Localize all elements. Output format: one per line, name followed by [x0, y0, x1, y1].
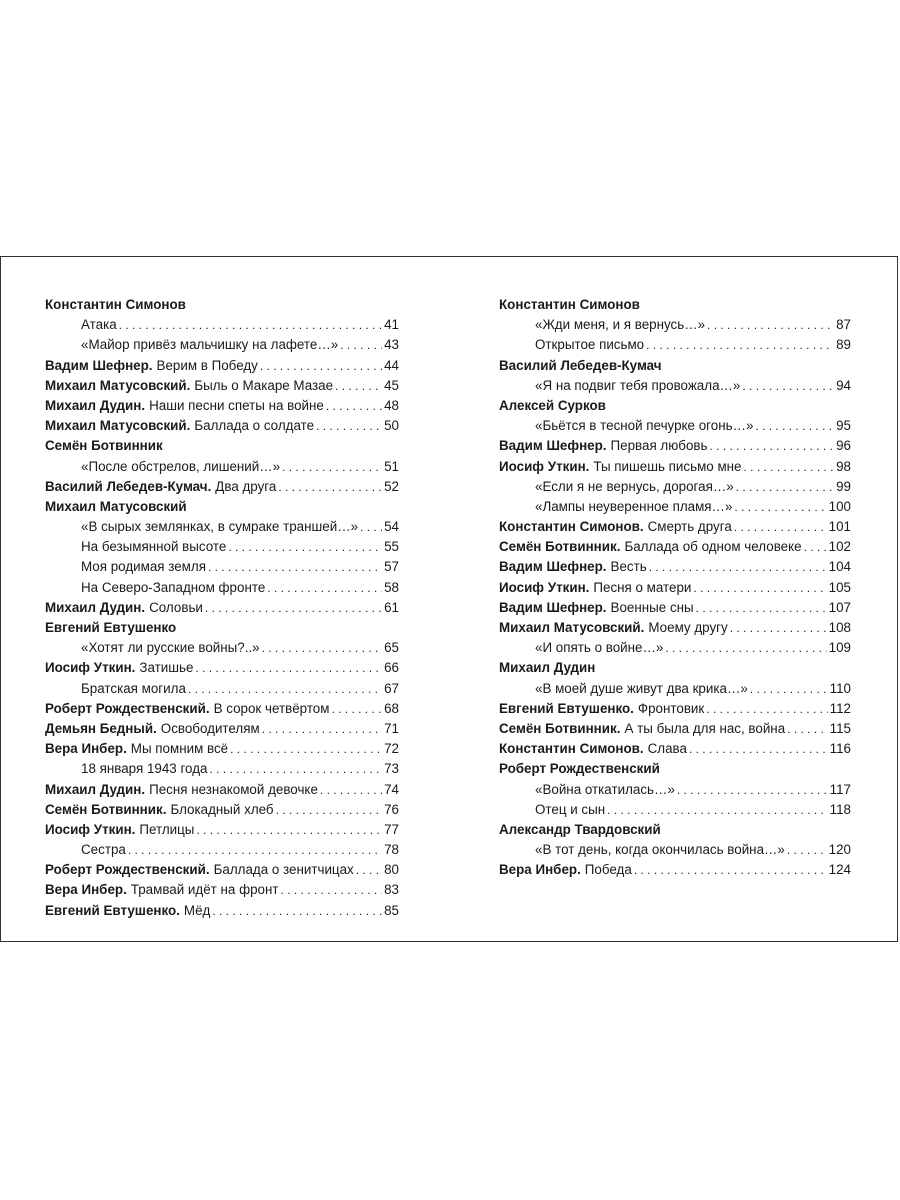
toc-entry-title: Слава [647, 741, 687, 757]
toc-leader-dots [734, 497, 826, 517]
toc-entry-page-number: 50 [384, 418, 399, 434]
toc-entry-title: Братская могила [81, 680, 186, 696]
toc-entry-title: Петлицы [139, 821, 195, 837]
toc-entry-author: Иосиф Уткин. [45, 660, 136, 676]
toc-leader-dots [696, 598, 827, 618]
toc-entry-author: Михаил Дудин. [45, 599, 146, 615]
book-spread [0, 256, 898, 942]
toc-entry-title: Смерть друга [647, 519, 732, 535]
toc-entry-title: Песня о матери [593, 579, 692, 595]
toc-entry-page-number: 52 [384, 478, 399, 494]
toc-entry-author: Константин Симонов. [499, 741, 644, 757]
toc-author-heading [499, 759, 851, 779]
toc-leader-dots [208, 557, 382, 577]
toc-author-heading [499, 356, 851, 376]
toc-entry-author: Михаил Матусовский. [45, 377, 191, 393]
toc-entry [499, 497, 851, 517]
toc-entry-author: Константин Симонов [45, 297, 186, 312]
toc-leader-dots [607, 800, 827, 820]
toc-entry-page-number: 117 [829, 781, 851, 797]
toc-leader-dots [649, 557, 827, 577]
toc-leader-dots [744, 457, 835, 477]
toc-entry-title: В сорок четвёртом [213, 700, 330, 716]
toc-leader-dots [787, 719, 827, 739]
toc-entry [45, 860, 399, 880]
toc-entry-page-number: 109 [828, 640, 851, 656]
toc-entry [499, 416, 851, 436]
toc-entry [45, 679, 399, 699]
toc-right-page [499, 295, 851, 880]
toc-entry-page-number: 48 [384, 397, 399, 413]
toc-leader-dots [128, 840, 382, 860]
toc-entry-page-number: 78 [384, 842, 399, 858]
toc-entry-title: «В тот день, когда окончилась война…» [535, 842, 785, 858]
toc-entry-title: Освободителям [160, 720, 260, 736]
toc-entry-title: «В сырых землянках, в сумраке траншей…» [81, 519, 359, 535]
toc-leader-dots [320, 780, 382, 800]
toc-leader-dots [262, 638, 382, 658]
toc-entry-author: Семён Ботвинник. [499, 720, 621, 736]
toc-entry-title: «Бьётся в тесной печурке огонь…» [535, 418, 754, 434]
toc-leader-dots [706, 699, 827, 719]
toc-entry-page-number: 71 [384, 720, 399, 736]
toc-leader-dots [689, 739, 828, 759]
toc-leader-dots [693, 578, 826, 598]
toc-entry-author: Константин Симонов [499, 297, 640, 312]
toc-entry-title: Первая любовь [610, 438, 708, 454]
toc-entry-page-number: 98 [836, 458, 851, 474]
toc-author-heading [45, 618, 399, 638]
toc-author-heading [499, 658, 851, 678]
toc-entry-author: Роберт Рождественский. [45, 700, 210, 716]
toc-leader-dots [335, 376, 382, 396]
toc-leader-dots [750, 679, 828, 699]
toc-entry-page-number: 45 [384, 377, 399, 393]
toc-leader-dots [804, 537, 827, 557]
toc-entry-author: Вадим Шефнер. [499, 559, 607, 575]
toc-entry-page-number: 110 [829, 680, 851, 696]
toc-entry [499, 719, 851, 739]
toc-entry-title: «И опять о войне…» [535, 640, 664, 656]
toc-entry-title: Быль о Макаре Мазае [194, 377, 334, 393]
toc-leader-dots [278, 477, 382, 497]
toc-author-heading [499, 295, 851, 315]
toc-entry-title: Сестра [81, 842, 126, 858]
toc-entry-page-number: 51 [384, 458, 399, 474]
toc-entry-author: Вера Инбер. [45, 882, 127, 898]
toc-author-heading [45, 295, 399, 315]
toc-leader-dots [340, 335, 382, 355]
toc-entry-author: Семён Ботвинник [45, 438, 163, 454]
toc-entry [499, 477, 851, 497]
toc-entry-title: Моя родимая земля [81, 559, 206, 575]
toc-entry [499, 457, 851, 477]
toc-entry-page-number: 99 [836, 478, 851, 494]
toc-entry-author: Вадим Шефнер. [499, 438, 607, 454]
toc-entry [45, 396, 399, 416]
toc-entry-author: Михаил Дудин [499, 660, 596, 676]
toc-entry-author: Михаил Дудин. [45, 397, 146, 413]
toc-entry-title: Весть [610, 559, 647, 575]
toc-author-heading [45, 436, 399, 456]
toc-entry-page-number: 85 [384, 902, 399, 918]
toc-entry-page-number: 77 [384, 821, 399, 837]
toc-entry-title: Затишье [139, 660, 194, 676]
toc-entry [499, 557, 851, 577]
toc-entry-page-number: 102 [828, 539, 851, 555]
toc-leader-dots [646, 335, 834, 355]
toc-leader-dots [119, 315, 382, 335]
toc-entry-title: «После обстрелов, лишений…» [81, 458, 281, 474]
toc-leader-dots [710, 436, 835, 456]
toc-entry-page-number: 72 [384, 741, 399, 757]
toc-leader-dots [755, 416, 834, 436]
toc-entry-page-number: 76 [384, 801, 399, 817]
toc-entry-author: Евгений Евтушенко. [499, 700, 634, 716]
toc-leader-dots [665, 638, 826, 658]
toc-leader-dots [326, 396, 382, 416]
toc-leader-dots [262, 719, 382, 739]
toc-leader-dots [282, 457, 382, 477]
toc-entry-page-number: 58 [384, 579, 399, 595]
toc-entry-page-number: 74 [384, 781, 399, 797]
toc-entry-title: Соловьи [149, 599, 203, 615]
toc-entry [499, 598, 851, 618]
toc-entry-page-number: 101 [828, 519, 851, 535]
toc-entry-page-number: 124 [828, 862, 851, 878]
toc-entry-page-number: 83 [384, 882, 399, 898]
toc-leader-dots [360, 517, 382, 537]
toc-leader-dots [188, 679, 382, 699]
toc-entry [499, 578, 851, 598]
toc-entry-author: Вера Инбер. [45, 741, 127, 757]
toc-leader-dots [209, 759, 382, 779]
toc-entry [499, 436, 851, 456]
toc-entry [499, 638, 851, 658]
toc-entry-page-number: 107 [828, 599, 851, 615]
toc-leader-dots [634, 860, 827, 880]
toc-leader-dots [730, 618, 827, 638]
toc-entry [45, 719, 399, 739]
toc-entry-title: Баллада о зенитчицах [213, 862, 354, 878]
toc-entry [45, 880, 399, 900]
toc-entry-page-number: 104 [828, 559, 851, 575]
toc-leader-dots [736, 477, 834, 497]
toc-entry-author: Иосиф Уткин. [45, 821, 136, 837]
toc-leader-dots [316, 416, 382, 436]
toc-entry-page-number: 120 [828, 842, 851, 858]
toc-entry-page-number: 68 [384, 700, 399, 716]
toc-entry [499, 517, 851, 537]
toc-entry-author: Михаил Матусовский [45, 498, 187, 514]
toc-entry [45, 315, 399, 335]
toc-entry-title: Блокадный хлеб [170, 801, 274, 817]
toc-entry [499, 800, 851, 820]
toc-entry-title: Моему другу [648, 620, 728, 635]
toc-entry [45, 517, 399, 537]
toc-entry-author: Алексей Сурков [499, 397, 606, 413]
toc-entry-author: Михаил Матусовский. [499, 620, 645, 635]
toc-entry-author: Михаил Дудин. [45, 781, 146, 797]
toc-entry-title: Атака [81, 317, 117, 333]
toc-entry [45, 598, 399, 618]
toc-entry-page-number: 105 [828, 579, 851, 595]
toc-entry-page-number: 67 [384, 680, 399, 696]
toc-entry-title: На Северо-Западном фронте [81, 579, 266, 595]
toc-leader-dots [742, 376, 834, 396]
toc-author-heading [499, 820, 851, 840]
toc-entry-title: «Хотят ли русские войны?..» [81, 640, 260, 656]
toc-leader-dots [260, 356, 382, 376]
toc-entry [45, 780, 399, 800]
toc-entry-author: Константин Симонов. [499, 519, 644, 535]
toc-entry [45, 800, 399, 820]
toc-entry-title: Баллада об одном человеке [624, 539, 802, 555]
toc-entry [45, 376, 399, 396]
toc-entry [45, 820, 399, 840]
toc-entry-page-number: 54 [384, 519, 399, 535]
toc-entry-title: «Если я не вернусь, дорогая…» [535, 478, 734, 494]
toc-entry-page-number: 112 [829, 700, 851, 716]
toc-entry [499, 335, 851, 355]
toc-leader-dots [228, 537, 382, 557]
toc-entry-page-number: 89 [836, 337, 851, 353]
toc-entry-title: Два друга [215, 478, 277, 494]
toc-entry-page-number: 55 [384, 539, 399, 555]
toc-leader-dots [196, 820, 382, 840]
toc-entry-author: Василий Лебедев-Кумач [499, 357, 662, 373]
toc-entry-title: На безымянной высоте [81, 539, 227, 555]
toc-entry [45, 477, 399, 497]
toc-entry-title: Мёд [183, 902, 211, 918]
toc-entry-title: Баллада о солдате [194, 418, 315, 434]
toc-left-page [45, 295, 399, 921]
toc-entry-title: Песня незнакомой девочке [149, 781, 318, 797]
toc-leader-dots [205, 598, 382, 618]
toc-entry-author: Иосиф Уткин. [499, 458, 590, 474]
toc-entry-page-number: 95 [836, 418, 851, 434]
toc-entry [499, 376, 851, 396]
toc-entry-title: «В моей душе живут два крика…» [535, 680, 748, 696]
toc-entry [499, 315, 851, 335]
toc-entry [499, 860, 851, 880]
toc-entry [499, 739, 851, 759]
toc-entry-author: Семён Ботвинник. [45, 801, 167, 817]
toc-entry-author: Евгений Евтушенко. [45, 902, 180, 918]
toc-leader-dots [281, 880, 383, 900]
toc-leader-dots [734, 517, 827, 537]
toc-entry [45, 658, 399, 678]
toc-leader-dots [195, 658, 382, 678]
toc-entry-title: «Я на подвиг тебя провожала…» [535, 377, 741, 393]
toc-leader-dots [787, 840, 827, 860]
toc-entry-author: Василий Лебедев-Кумач. [45, 478, 212, 494]
toc-entry-title: «Лампы неуверенное пламя…» [535, 498, 733, 514]
toc-entry-page-number: 87 [836, 317, 851, 333]
toc-entry-author: Демьян Бедный. [45, 720, 157, 736]
toc-entry-author: Вадим Шефнер. [45, 357, 153, 373]
toc-entry-title: Отец и сын [535, 801, 606, 817]
toc-entry-title: Ты пишешь письмо мне [593, 458, 742, 474]
toc-entry-page-number: 65 [384, 640, 399, 656]
toc-entry-page-number: 43 [384, 337, 399, 353]
toc-entry-title: Верим в Победу [156, 357, 258, 373]
toc-leader-dots [267, 578, 382, 598]
toc-entry-page-number: 44 [384, 357, 399, 373]
toc-entry [45, 699, 399, 719]
toc-entry-author: Евгений Евтушенко [45, 620, 177, 635]
toc-entry [499, 699, 851, 719]
toc-entry [45, 840, 399, 860]
toc-entry-title: Военные сны [610, 599, 694, 615]
toc-entry-author: Александр Твардовский [499, 821, 661, 837]
toc-entry-page-number: 41 [384, 317, 399, 333]
toc-entry-title: 18 января 1943 года [81, 761, 208, 777]
toc-entry-page-number: 80 [384, 862, 399, 878]
toc-entry [45, 901, 399, 921]
toc-entry-title: Наши песни спеты на войне [149, 397, 324, 413]
toc-entry-author: Семён Ботвинник. [499, 539, 621, 555]
toc-entry [45, 759, 399, 779]
toc-entry-author: Вадим Шефнер. [499, 599, 607, 615]
toc-entry [45, 557, 399, 577]
toc-author-heading [499, 396, 851, 416]
toc-entry-page-number: 115 [829, 720, 851, 736]
toc-entry-title: «Майор привёз мальчишку на лафете…» [81, 337, 339, 353]
toc-entry [45, 638, 399, 658]
toc-entry-author: Роберт Рождественский [499, 761, 660, 777]
toc-entry-page-number: 100 [828, 498, 851, 514]
toc-leader-dots [707, 315, 834, 335]
toc-entry-page-number: 73 [384, 761, 399, 777]
toc-entry-title: Открытое письмо [535, 337, 645, 353]
toc-entry [45, 578, 399, 598]
toc-entry [499, 618, 851, 638]
toc-entry [45, 335, 399, 355]
toc-entry-page-number: 118 [829, 801, 851, 817]
toc-leader-dots [331, 699, 382, 719]
toc-entry-author: Иосиф Уткин. [499, 579, 590, 595]
toc-entry-title: «Война откатилась…» [535, 781, 675, 797]
toc-entry-page-number: 57 [384, 559, 399, 575]
toc-leader-dots [276, 800, 382, 820]
toc-entry-author: Вера Инбер. [499, 862, 581, 878]
toc-entry [499, 840, 851, 860]
toc-entry [45, 416, 399, 436]
toc-entry [499, 780, 851, 800]
toc-entry-author: Михаил Матусовский. [45, 418, 191, 434]
toc-entry [499, 537, 851, 557]
toc-entry-page-number: 116 [829, 741, 851, 757]
toc-entry-title: Фронтовик [637, 700, 705, 716]
toc-entry [45, 457, 399, 477]
toc-entry-title: Мы помним всё [130, 741, 229, 757]
toc-leader-dots [230, 739, 382, 759]
toc-entry-page-number: 108 [828, 620, 851, 635]
toc-entry-title: «Жди меня, и я вернусь…» [535, 317, 706, 333]
toc-leader-dots [677, 780, 828, 800]
toc-leader-dots [356, 860, 382, 880]
toc-entry-page-number: 94 [836, 377, 851, 393]
toc-entry [499, 679, 851, 699]
toc-entry-page-number: 61 [384, 599, 399, 615]
toc-entry [45, 739, 399, 759]
toc-entry-page-number: 96 [836, 438, 851, 454]
toc-leader-dots [212, 901, 382, 921]
toc-entry-title: Победа [584, 862, 632, 878]
toc-entry-page-number: 66 [384, 660, 399, 676]
toc-entry-title: Трамвай идёт на фронт [130, 882, 279, 898]
toc-entry-author: Роберт Рождественский. [45, 862, 210, 878]
toc-entry [45, 356, 399, 376]
toc-entry-title: А ты была для нас, война [624, 720, 786, 736]
toc-entry [45, 537, 399, 557]
toc-author-heading [45, 497, 399, 517]
